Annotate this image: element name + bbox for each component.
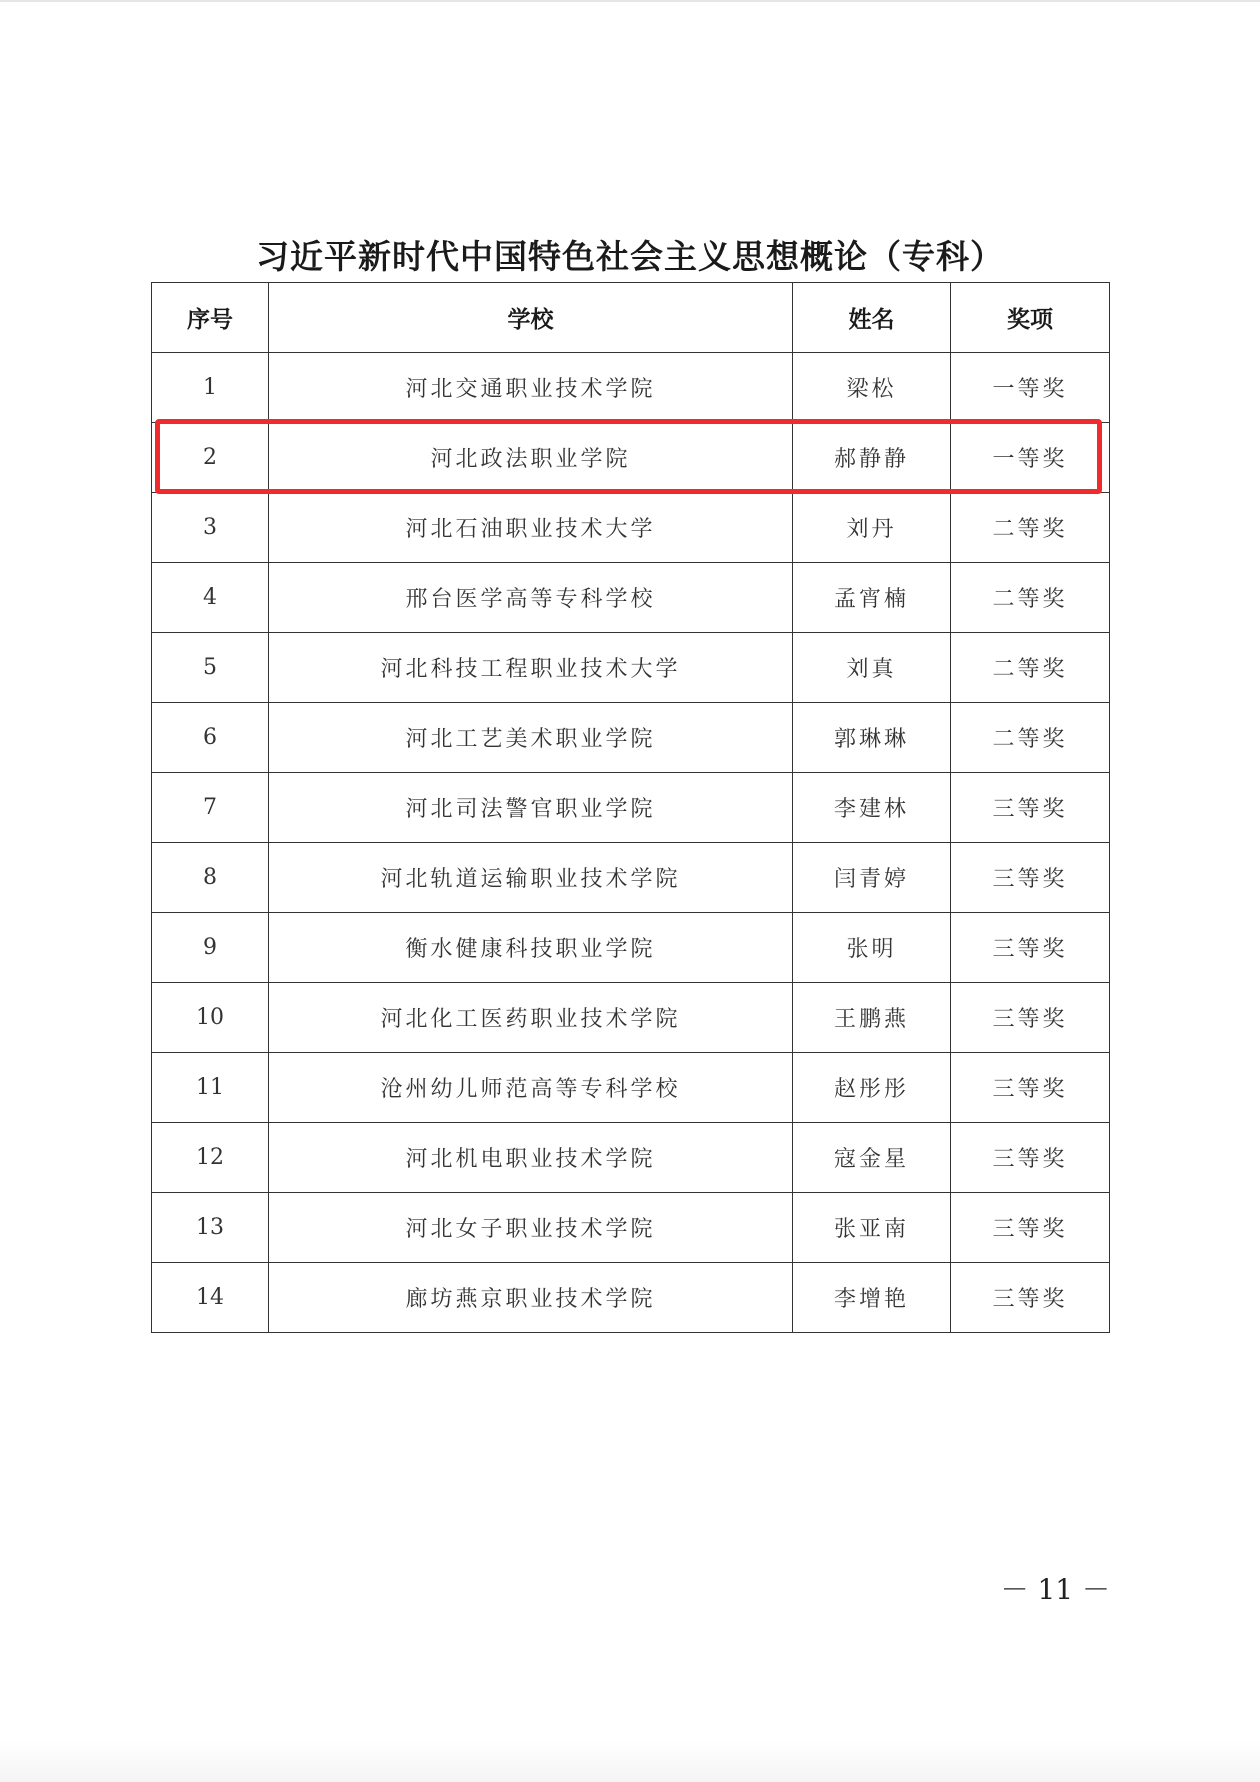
cell-no: 8 [152, 843, 269, 913]
table-row [152, 843, 1110, 913]
cell-school: 衡水健康科技职业学院 [269, 913, 793, 983]
cell-no: 3 [152, 493, 269, 563]
header-school: 学校 [269, 283, 793, 353]
header-no: 序号 [152, 283, 269, 353]
cell-award: 二等奖 [951, 703, 1110, 773]
cell-name: 郭琳琳 [793, 703, 951, 773]
page-top-edge [0, 0, 1260, 2]
cell-school: 河北交通职业技术学院 [269, 353, 793, 423]
header-name: 姓名 [793, 283, 951, 353]
cell-award: 二等奖 [951, 633, 1110, 703]
cell-no: 5 [152, 633, 269, 703]
cell-no: 10 [152, 983, 269, 1053]
cell-no: 7 [152, 773, 269, 843]
cell-school: 河北石油职业技术大学 [269, 493, 793, 563]
cell-award: 三等奖 [951, 1053, 1110, 1123]
cell-no: 14 [152, 1263, 269, 1333]
cell-award: 三等奖 [951, 983, 1110, 1053]
table-row [152, 983, 1110, 1053]
table-row [152, 353, 1110, 423]
cell-name: 刘丹 [793, 493, 951, 563]
table-row [152, 773, 1110, 843]
cell-name: 郝静静 [793, 423, 951, 493]
header-award: 奖项 [951, 283, 1110, 353]
cell-no: 12 [152, 1123, 269, 1193]
cell-school: 河北工艺美术职业学院 [269, 703, 793, 773]
cell-name: 张亚南 [793, 1193, 951, 1263]
table-row [152, 913, 1110, 983]
cell-name: 刘真 [793, 633, 951, 703]
cell-school: 河北政法职业学院 [269, 423, 793, 493]
page-bottom-shade [0, 1740, 1260, 1782]
cell-name: 王鹏燕 [793, 983, 951, 1053]
table-row [152, 703, 1110, 773]
cell-award: 三等奖 [951, 1263, 1110, 1333]
cell-no: 4 [152, 563, 269, 633]
table-row [152, 1053, 1110, 1123]
cell-name: 寇金星 [793, 1123, 951, 1193]
cell-school: 廊坊燕京职业技术学院 [269, 1263, 793, 1333]
cell-award: 一等奖 [951, 423, 1110, 493]
cell-school: 河北女子职业技术学院 [269, 1193, 793, 1263]
cell-no: 9 [152, 913, 269, 983]
table-row [152, 1193, 1110, 1263]
table-header-row [152, 283, 1110, 353]
cell-name: 孟宵楠 [793, 563, 951, 633]
cell-name: 梁松 [793, 353, 951, 423]
table-row [152, 633, 1110, 703]
page-number: － 11 － [1000, 1573, 1110, 1606]
cell-school: 河北轨道运输职业技术学院 [269, 843, 793, 913]
cell-no: 13 [152, 1193, 269, 1263]
cell-award: 三等奖 [951, 913, 1110, 983]
cell-award: 三等奖 [951, 843, 1110, 913]
cell-no: 1 [152, 353, 269, 423]
cell-award: 三等奖 [951, 773, 1110, 843]
cell-name: 李增艳 [793, 1263, 951, 1333]
cell-school: 河北司法警官职业学院 [269, 773, 793, 843]
cell-name: 李建林 [793, 773, 951, 843]
cell-school: 河北科技工程职业技术大学 [269, 633, 793, 703]
cell-name: 闫青婷 [793, 843, 951, 913]
cell-award: 一等奖 [951, 353, 1110, 423]
cell-no: 11 [152, 1053, 269, 1123]
table-row [152, 423, 1110, 493]
table-row [152, 563, 1110, 633]
cell-school: 河北机电职业技术学院 [269, 1123, 793, 1193]
cell-award: 三等奖 [951, 1123, 1110, 1193]
table-row [152, 1263, 1110, 1333]
cell-school: 邢台医学高等专科学校 [269, 563, 793, 633]
cell-school: 沧州幼儿师范高等专科学校 [269, 1053, 793, 1123]
table-row [152, 1123, 1110, 1193]
cell-name: 张明 [793, 913, 951, 983]
cell-name: 赵彤彤 [793, 1053, 951, 1123]
cell-award: 二等奖 [951, 493, 1110, 563]
cell-no: 2 [152, 423, 269, 493]
cell-no: 6 [152, 703, 269, 773]
cell-award: 二等奖 [951, 563, 1110, 633]
cell-school: 河北化工医药职业技术学院 [269, 983, 793, 1053]
document-title: 习近平新时代中国特色社会主义思想概论（专科） [256, 237, 1004, 276]
table-row [152, 493, 1110, 563]
awards-table [151, 282, 1110, 1333]
cell-award: 三等奖 [951, 1193, 1110, 1263]
